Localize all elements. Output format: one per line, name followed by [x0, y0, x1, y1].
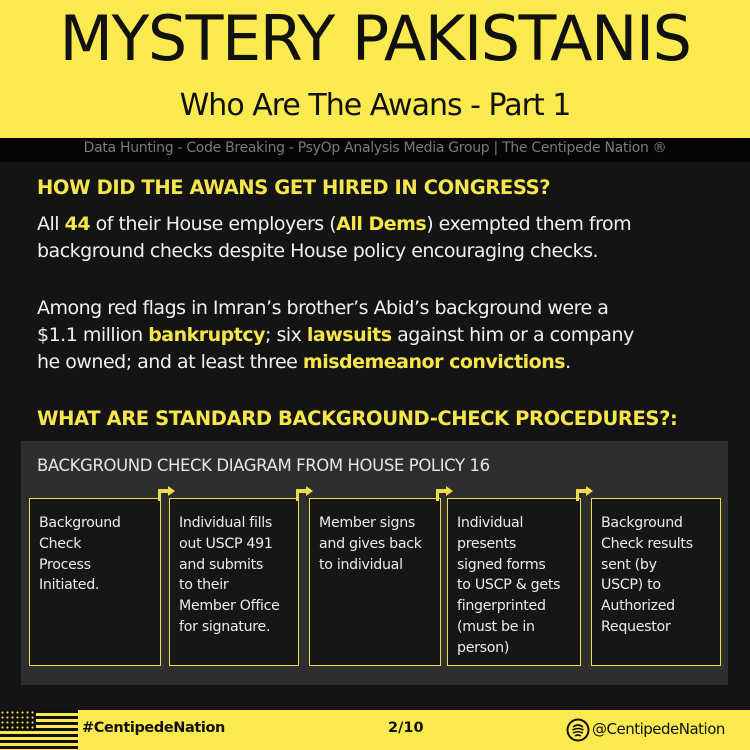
highlight-employer-count: 44: [64, 213, 91, 235]
section-heading-procedures: WHAT ARE STANDARD BACKGROUND-CHECK PROCEDURES?:: [37, 407, 678, 430]
text-run: ; six: [265, 324, 307, 346]
text-run: he owned; and at least three: [37, 351, 303, 373]
highlight-bankruptcy: bankruptcy: [148, 324, 265, 346]
step-text-line: person): [457, 639, 510, 656]
text-run: All: [37, 213, 65, 235]
paragraph-line: [37, 349, 634, 376]
diagram-step-5: [591, 498, 721, 666]
text-run: of their House employers (: [90, 213, 337, 235]
step-text-line: Individual fills: [179, 515, 273, 531]
paragraph-line: background checks despite House policy encouraging checks.: [37, 240, 599, 262]
highlight-lawsuits: lawsuits: [306, 324, 392, 346]
step-text-line: Check results: [601, 535, 693, 552]
footer-hashtag: #CentipedeNation: [82, 720, 225, 736]
flag-canton: [0, 710, 36, 731]
step-text-line: to individual: [319, 556, 403, 573]
paragraph-red-flags: [37, 295, 634, 376]
diagram-step-4: [447, 498, 581, 666]
centipede-logo-icon: [566, 718, 590, 742]
step-text-line: Initiated.: [39, 577, 100, 594]
paragraph-line: [37, 211, 631, 238]
step-text-line: presents: [457, 535, 516, 552]
byline-bar: [0, 138, 750, 162]
step-text-line: Requestor: [601, 618, 671, 635]
text-run: ) exempted them from: [426, 213, 632, 235]
step-text-line: to USCP & gets: [457, 577, 561, 594]
header-banner: [0, 0, 750, 138]
step-text-line: Process: [39, 556, 91, 573]
page-indicator: 2/10: [388, 720, 424, 736]
step-text-line: USCP) to: [601, 577, 661, 594]
page-title: MYSTERY PAKISTANIS: [59, 2, 691, 75]
paragraph-line: Among red flags in Imran’s brother’s Abid’s background were a: [37, 297, 609, 319]
step-text-line: (must be in: [457, 618, 535, 635]
diagram-title: BACKGROUND CHECK DIAGRAM FROM HOUSE POLICY 16: [37, 456, 490, 475]
section-heading-hiring: HOW DID THE AWANS GET HIRED IN CONGRESS?: [37, 176, 551, 199]
step-text-line: Background: [39, 515, 121, 531]
text-run: .: [565, 351, 571, 373]
page-subtitle: Who Are The Awans - Part 1: [179, 88, 571, 123]
diagram-step-2: [169, 498, 299, 666]
highlight-misdemeanor: misdemeanor convictions: [302, 351, 566, 373]
text-run: against him or a company: [391, 324, 634, 346]
background-check-diagram: [21, 441, 728, 685]
step-text-line: Authorized: [601, 598, 675, 615]
footer-bar: [0, 710, 750, 750]
footer-handle: @CentipedeNation: [592, 720, 725, 738]
step-text-line: Member Office: [179, 598, 280, 615]
step-text-line: Check: [39, 535, 82, 552]
highlight-all-dems: All Dems: [336, 213, 427, 235]
step-text-line: Individual: [457, 515, 524, 531]
paragraph-exemption: [37, 211, 631, 265]
diagram-step-1: [29, 498, 161, 666]
step-text-line: Member signs: [319, 515, 415, 531]
step-text-line: and submits: [179, 556, 264, 573]
step-text-line: to their: [179, 577, 229, 594]
step-text-line: and gives back: [319, 535, 422, 552]
step-text-line: signed forms: [457, 556, 546, 573]
step-text-line: Background: [601, 515, 683, 531]
byline: Data Hunting - Code Breaking - PsyOp Analysis Media Group | The Centipede Nation ®: [83, 140, 667, 156]
step-text-line: out USCP 491: [179, 535, 273, 552]
paragraph-line: [37, 322, 634, 349]
step-text-line: sent (by: [601, 556, 657, 573]
diagram-step-3: [309, 498, 441, 666]
step-text-line: fingerprinted: [457, 598, 546, 615]
text-run: $1.1 million: [37, 324, 149, 346]
us-flag-icon: [0, 710, 78, 750]
step-text-line: for signature.: [179, 618, 271, 635]
